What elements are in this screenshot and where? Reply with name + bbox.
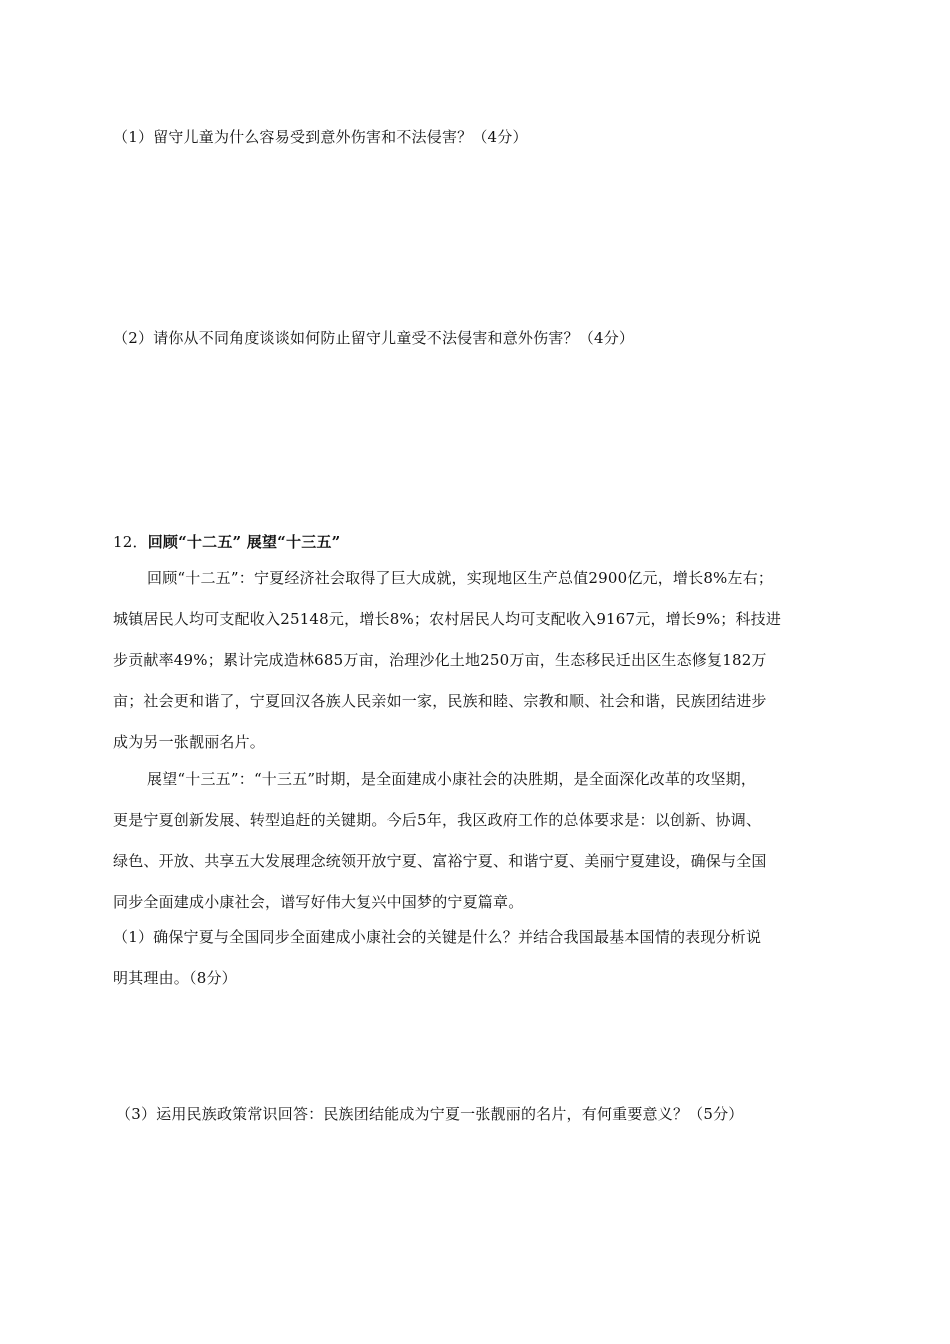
material-paragraph2-line: 更是宁夏创新发展、转型追赶的关键期。今后5年，我区政府工作的总体要求是：以创新、协调、 xyxy=(113,811,762,829)
question-12-heading xyxy=(113,532,843,552)
question-12-number: 12． xyxy=(113,533,148,551)
material-paragraph1-line: 成为另一张靓丽名片。 xyxy=(113,733,266,751)
question-12-part1-line: 明其理由。（8分） xyxy=(113,969,237,987)
material-paragraph1-line: 回顾“十二五”：宁夏经济社会取得了巨大成就，实现地区生产总值2900亿元，增长8%左右； xyxy=(147,569,774,587)
question-prev-part2: （2）请你从不同角度谈谈如何防止留守儿童受不法侵害和意外伤害？（4分） xyxy=(113,329,635,347)
question-12-part3: （3）运用民族政策常识回答：民族团结能成为宁夏一张靓丽的名片，有何重要意义？（5分） xyxy=(116,1105,744,1123)
question-prev-part1: （1）留守儿童为什么容易受到意外伤害和不法侵害？（4分） xyxy=(113,128,528,146)
material-paragraph1-line: 亩；社会更和谐了，宁夏回汉各族人民亲如一家，民族和睦、宗教和顺、社会和谐，民族团结进步 xyxy=(113,692,767,710)
material-paragraph2-line: 展望“十三五”：“十三五”时期，是全面建成小康社会的决胜期，是全面深化改革的攻坚期， xyxy=(147,770,757,788)
question-12-title: 回顾“十二五” 展望“十三五” xyxy=(147,533,341,551)
material-paragraph1-line: 步贡献率49%；累计完成造林685万亩，治理沙化土地250万亩，生态移民迁出区生态修复182万 xyxy=(113,651,767,669)
material-paragraph2-line: 绿色、开放、共享五大发展理念统领开放宁夏、富裕宁夏、和谐宁夏、美丽宁夏建设，确保与全国 xyxy=(113,852,767,870)
question-12-part1-line: （1）确保宁夏与全国同步全面建成小康社会的关键是什么？并结合我国最基本国情的表现分析说 xyxy=(113,928,762,946)
material-paragraph2-line: 同步全面建成小康社会，谱写好伟大复兴中国梦的宁夏篇章。 xyxy=(113,893,524,911)
material-paragraph1-line: 城镇居民人均可支配收入25148元，增长8%；农村居民人均可支配收入9167元，增长9%；科技进 xyxy=(113,610,782,628)
